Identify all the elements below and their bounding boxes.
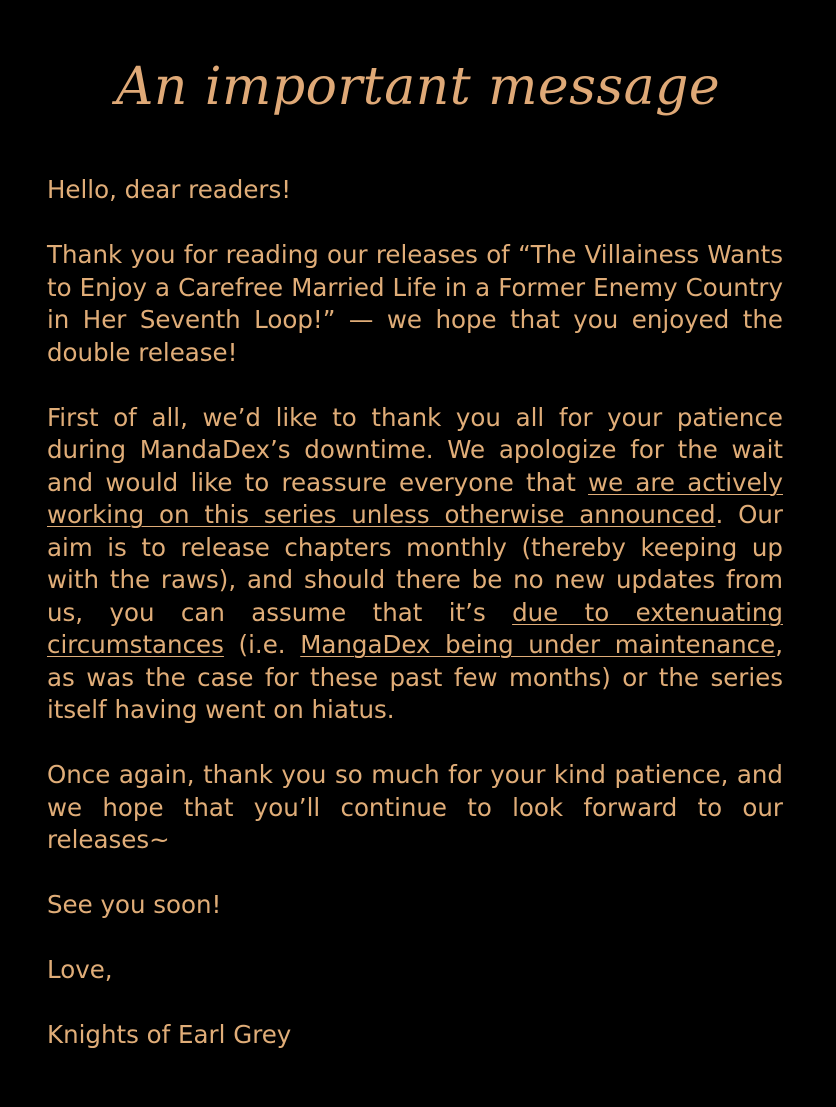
- underlined-working-notice: we are actively working on this series unless otherwise announced: [47, 467, 783, 529]
- message-body: [47, 174, 783, 1084]
- greeting: Hello, dear readers!: [47, 175, 292, 204]
- page-title: An important message: [115, 57, 721, 117]
- underlined-circumstances: due to extenuating circumstances: [47, 597, 783, 659]
- update-text-2: . Our aim is to release chapters monthly (thereby keeping up with the raws), and should there be no new updates from us, you can assume that it’s: [47, 500, 783, 627]
- paragraph-closing: Once again, thank you so much for your kind patience, and we hope that you’ll continue to look forward to our releases~: [47, 760, 783, 854]
- see-you-line: See you soon!: [47, 890, 222, 919]
- underlined-maintenance: MangaDex being under maintenance: [300, 630, 776, 659]
- update-text-3: (i.e.: [223, 630, 301, 659]
- update-text-1: First of all, we’d like to thank you all for your patience during MandaDex’s downtime. We apologize for the wait and would like to reassure everyone that: [47, 402, 783, 497]
- paragraph-thanks: Thank you for reading our releases of “The Villainess Wants to Enjoy a Carefree Married Life in a Former Enemy Country in Her Seventh Loop!” — we hope that you enjoyed the double release!: [47, 240, 783, 367]
- signature-line: Knights of Earl Grey: [47, 1020, 292, 1049]
- update-text-4: , as was the case for these past few months) or the series itself having went on hiatus.: [47, 630, 784, 724]
- paragraph-update: [47, 402, 783, 727]
- signoff-line: Love,: [47, 955, 113, 984]
